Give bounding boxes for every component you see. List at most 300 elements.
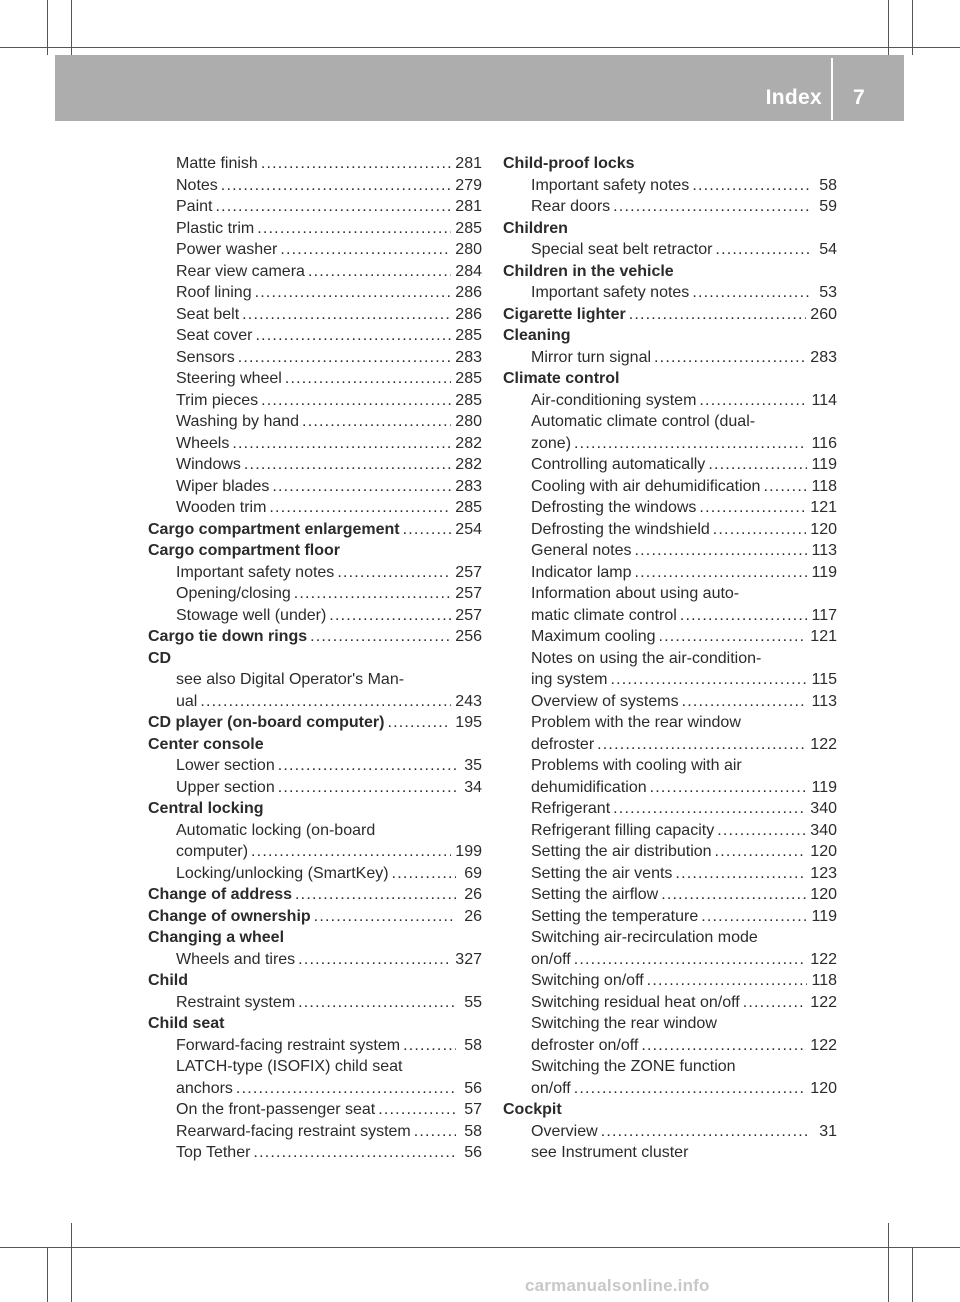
dot-leader bbox=[329, 605, 451, 627]
index-subentry bbox=[503, 1013, 837, 1035]
index-entry bbox=[148, 540, 482, 562]
entry-text: Switching on/off bbox=[531, 972, 644, 989]
entry-text: Setting the air vents bbox=[531, 864, 673, 882]
page-reference: 56 bbox=[464, 1144, 482, 1161]
entry-text: zone) bbox=[531, 434, 572, 452]
entry-text: CD bbox=[148, 649, 172, 667]
entry-text: Controlling automatically bbox=[531, 456, 706, 473]
index-subentry bbox=[148, 1035, 482, 1057]
entry-text: defroster on/off bbox=[531, 1036, 639, 1054]
entry-text: Setting the airflow bbox=[531, 886, 659, 903]
page-reference: 286 bbox=[455, 305, 482, 323]
page-reference: 122 bbox=[810, 950, 837, 968]
dot-leader bbox=[253, 1142, 456, 1164]
entry-text: Refrigerant filling capacity bbox=[531, 821, 715, 839]
dot-leader bbox=[242, 304, 451, 326]
entry-text: defroster bbox=[531, 735, 595, 753]
entry-text: Matte finish bbox=[176, 155, 258, 172]
entry-text: Automatic climate control (dual- bbox=[531, 413, 756, 430]
crop-mark bbox=[888, 0, 889, 55]
index-subentry bbox=[503, 691, 837, 713]
dot-leader bbox=[650, 777, 808, 799]
page-reference: 120 bbox=[810, 886, 837, 903]
entry-text: Wooden trim bbox=[176, 499, 267, 516]
crop-mark bbox=[71, 0, 72, 55]
page-reference: 119 bbox=[811, 907, 837, 925]
entry-text: Maximum cooling bbox=[531, 628, 656, 645]
entry-text: Plastic trim bbox=[176, 219, 255, 237]
page-reference: 340 bbox=[810, 821, 837, 839]
entry-text: Locking/unlocking (SmartKey) bbox=[176, 864, 389, 882]
page-reference: 256 bbox=[455, 628, 482, 645]
index-subentry bbox=[503, 992, 837, 1014]
entry-text: Change of ownership bbox=[148, 907, 311, 925]
page-reference: 121 bbox=[810, 499, 837, 516]
dot-leader bbox=[699, 390, 807, 412]
page-reference: 281 bbox=[455, 155, 482, 172]
index-subentry bbox=[148, 669, 482, 691]
crop-mark bbox=[47, 0, 48, 55]
dot-leader bbox=[601, 1121, 811, 1143]
index-subentry bbox=[148, 239, 482, 261]
index-entry bbox=[503, 304, 837, 326]
watermark: carmanualsonline.info bbox=[525, 1276, 710, 1295]
entry-text: see also Digital Operator's Man- bbox=[176, 671, 405, 688]
dot-leader bbox=[294, 583, 452, 605]
entry-text: Air-conditioning system bbox=[531, 391, 697, 409]
page-reference: 54 bbox=[819, 241, 837, 258]
index-subentry bbox=[148, 196, 482, 218]
index-subentry bbox=[148, 820, 482, 842]
page-reference: 254 bbox=[455, 520, 482, 538]
index-subentry bbox=[148, 390, 482, 412]
dot-leader bbox=[610, 669, 807, 691]
entry-text: ing system bbox=[531, 671, 608, 688]
dot-leader bbox=[763, 476, 807, 498]
page-reference: 114 bbox=[811, 391, 837, 409]
index-subentry bbox=[148, 347, 482, 369]
page-reference: 119 bbox=[811, 778, 837, 796]
entry-text: Opening/closing bbox=[176, 585, 291, 602]
page-reference: 282 bbox=[455, 434, 482, 452]
page-reference: 285 bbox=[455, 499, 482, 516]
index-subentry bbox=[503, 239, 837, 261]
index-entry bbox=[148, 927, 482, 949]
index-subentry bbox=[148, 1121, 482, 1143]
index-subentry bbox=[148, 368, 482, 390]
index-subentry bbox=[503, 605, 837, 627]
crop-mark bbox=[0, 1247, 960, 1248]
page-reference: 286 bbox=[455, 284, 482, 301]
dot-leader bbox=[278, 777, 456, 799]
index-entry bbox=[148, 970, 482, 992]
index-subentry bbox=[503, 884, 837, 906]
page-reference: 340 bbox=[810, 800, 837, 817]
entry-text: Information about using auto- bbox=[531, 585, 740, 602]
dot-leader bbox=[701, 906, 807, 928]
dot-leader bbox=[215, 196, 451, 218]
index-subentry bbox=[503, 1035, 837, 1057]
entry-text: Rear view camera bbox=[176, 262, 305, 280]
entry-text: Setting the air distribution bbox=[531, 843, 712, 860]
index-subentry bbox=[503, 949, 837, 971]
page-reference: 121 bbox=[810, 628, 837, 645]
page-reference: 120 bbox=[810, 520, 837, 538]
index-entry bbox=[148, 906, 482, 928]
entry-text: Cleaning bbox=[503, 327, 571, 344]
dot-leader bbox=[658, 626, 806, 648]
page-reference: 119 bbox=[811, 456, 837, 473]
page-reference: 327 bbox=[455, 950, 482, 968]
entry-text: Defrosting the windshield bbox=[531, 520, 710, 538]
page-reference: 56 bbox=[464, 1079, 482, 1097]
index-subentry bbox=[503, 755, 837, 777]
index-subentry bbox=[503, 196, 837, 218]
dot-leader bbox=[613, 798, 806, 820]
entry-text: General notes bbox=[531, 542, 632, 559]
index-subentry bbox=[503, 175, 837, 197]
entry-text: Defrosting the windows bbox=[531, 499, 697, 516]
index-subentry bbox=[503, 1056, 837, 1078]
dot-leader bbox=[298, 949, 451, 971]
page-reference: 280 bbox=[455, 413, 482, 430]
dot-leader bbox=[654, 347, 806, 369]
entry-text: Important safety notes bbox=[176, 563, 335, 581]
page-reference: 58 bbox=[819, 176, 837, 194]
dot-leader bbox=[238, 347, 452, 369]
entry-text: Stowage well (under) bbox=[176, 606, 327, 624]
index-subentry bbox=[148, 282, 482, 304]
entry-text: Forward-facing restraint system bbox=[176, 1036, 401, 1054]
page-reference: 118 bbox=[811, 477, 837, 495]
entry-text: Seat cover bbox=[176, 327, 253, 344]
index-subentry bbox=[148, 476, 482, 498]
index-subentry bbox=[503, 562, 837, 584]
page-reference: 123 bbox=[810, 864, 837, 882]
page-reference: 284 bbox=[455, 262, 482, 280]
dot-leader bbox=[715, 841, 807, 863]
dot-leader bbox=[387, 712, 451, 734]
index-subentry bbox=[503, 970, 837, 992]
page-reference: 31 bbox=[819, 1122, 837, 1140]
index-subentry bbox=[503, 820, 837, 842]
page-reference: 115 bbox=[811, 671, 837, 688]
page-reference: 113 bbox=[811, 542, 837, 559]
header-divider bbox=[831, 58, 833, 120]
index-entry bbox=[148, 712, 482, 734]
entry-text: Refrigerant bbox=[531, 800, 611, 817]
index-subentry bbox=[148, 1056, 482, 1078]
page-reference: 285 bbox=[455, 391, 482, 409]
index-subentry bbox=[503, 1078, 837, 1100]
index-subentry bbox=[148, 863, 482, 885]
page-reference: 257 bbox=[455, 563, 482, 581]
page-reference: 122 bbox=[810, 735, 837, 753]
dot-leader bbox=[200, 691, 451, 713]
dot-leader bbox=[403, 519, 452, 541]
entry-text: Paint bbox=[176, 198, 213, 215]
entry-text: Switching the rear window bbox=[531, 1015, 717, 1032]
index-subentry bbox=[503, 626, 837, 648]
page-reference: 279 bbox=[455, 176, 482, 194]
page-reference: 195 bbox=[455, 714, 482, 731]
entry-text: Cockpit bbox=[503, 1101, 562, 1118]
index-subentry bbox=[148, 261, 482, 283]
page-reference: 26 bbox=[464, 907, 482, 925]
dot-leader bbox=[715, 239, 811, 261]
index-subentry bbox=[503, 927, 837, 949]
dot-leader bbox=[310, 626, 451, 648]
entry-text: Automatic locking (on-board bbox=[176, 821, 376, 839]
index-subentry bbox=[503, 1121, 837, 1143]
index-subentry bbox=[148, 1099, 482, 1121]
dot-leader bbox=[414, 1121, 456, 1143]
index-subentry bbox=[503, 777, 837, 799]
entry-text: Problems with cooling with air bbox=[531, 757, 742, 774]
index-subentry bbox=[503, 863, 837, 885]
index-subentry bbox=[148, 841, 482, 863]
index-subentry bbox=[148, 949, 482, 971]
entry-text: Upper section bbox=[176, 778, 275, 796]
dot-leader bbox=[635, 562, 808, 584]
index-entry bbox=[148, 734, 482, 756]
index-entry bbox=[503, 368, 837, 390]
index-subentry bbox=[148, 1142, 482, 1164]
entry-text: Children bbox=[503, 219, 568, 237]
entry-text: ual bbox=[176, 692, 198, 710]
entry-text: see Instrument cluster bbox=[531, 1144, 689, 1161]
index-subentry bbox=[503, 454, 837, 476]
entry-text: Child bbox=[148, 972, 188, 989]
page-reference: 26 bbox=[464, 886, 482, 903]
dot-leader bbox=[717, 820, 806, 842]
entry-text: Roof lining bbox=[176, 284, 252, 301]
dot-leader bbox=[574, 433, 807, 455]
crop-mark bbox=[912, 0, 913, 55]
dot-leader bbox=[280, 239, 451, 261]
entry-text: Climate control bbox=[503, 370, 620, 387]
dot-leader bbox=[236, 1078, 456, 1100]
dot-leader bbox=[337, 562, 451, 584]
index-column-left bbox=[148, 153, 482, 1164]
page-reference: 280 bbox=[455, 241, 482, 258]
entry-text: Change of address bbox=[148, 886, 293, 903]
dot-leader bbox=[708, 454, 807, 476]
page-reference: 58 bbox=[464, 1036, 482, 1054]
dot-leader bbox=[675, 863, 806, 885]
index-entry bbox=[503, 153, 837, 175]
index-subentry bbox=[148, 433, 482, 455]
page-reference: 120 bbox=[810, 1079, 837, 1097]
dot-leader bbox=[278, 755, 456, 777]
index-entry bbox=[148, 1013, 482, 1035]
page-reference: 257 bbox=[455, 606, 482, 624]
index-subentry bbox=[148, 583, 482, 605]
index-subentry bbox=[148, 1078, 482, 1100]
entry-text: Switching the ZONE function bbox=[531, 1058, 736, 1075]
index-subentry bbox=[503, 734, 837, 756]
dot-leader bbox=[269, 497, 451, 519]
entry-text: Lower section bbox=[176, 757, 275, 774]
dot-leader bbox=[244, 454, 451, 476]
entry-text: computer) bbox=[176, 843, 249, 860]
entry-text: CD player (on-board computer) bbox=[148, 714, 385, 731]
index-subentry bbox=[148, 304, 482, 326]
entry-text: Mirror turn signal bbox=[531, 348, 652, 366]
crop-mark bbox=[47, 1247, 48, 1302]
dot-leader bbox=[574, 1078, 807, 1100]
entry-text: Wiper blades bbox=[176, 477, 270, 495]
index-subentry bbox=[503, 841, 837, 863]
entry-text: Restraint system bbox=[176, 993, 296, 1011]
entry-text: Rear doors bbox=[531, 198, 611, 215]
index-subentry bbox=[503, 648, 837, 670]
dot-leader bbox=[308, 261, 451, 283]
index-entry bbox=[503, 261, 837, 283]
entry-text: dehumidification bbox=[531, 778, 647, 796]
dot-leader bbox=[647, 970, 808, 992]
page-reference: 122 bbox=[810, 993, 837, 1011]
entry-text: Trim pieces bbox=[176, 391, 259, 409]
entry-text: Problem with the rear window bbox=[531, 714, 741, 731]
index-subentry bbox=[148, 755, 482, 777]
index-entry bbox=[503, 1099, 837, 1121]
index-subentry bbox=[148, 153, 482, 175]
crop-mark bbox=[888, 1223, 889, 1302]
entry-text: Special seat belt retractor bbox=[531, 241, 713, 258]
index-subentry bbox=[503, 669, 837, 691]
index-subentry bbox=[503, 798, 837, 820]
dot-leader bbox=[629, 304, 807, 326]
page-reference: 282 bbox=[455, 456, 482, 473]
index-subentry bbox=[503, 519, 837, 541]
index-entry bbox=[503, 218, 837, 240]
index-subentry bbox=[148, 411, 482, 433]
index-column-right bbox=[503, 153, 837, 1164]
dot-leader bbox=[221, 175, 452, 197]
index-subentry bbox=[503, 712, 837, 734]
page-reference: 116 bbox=[811, 434, 837, 452]
page-reference: 283 bbox=[455, 477, 482, 495]
entry-text: on/off bbox=[531, 1079, 571, 1097]
entry-text: Rearward-facing restraint system bbox=[176, 1122, 411, 1140]
index-subentry bbox=[503, 390, 837, 412]
page-reference: 120 bbox=[810, 843, 837, 860]
entry-text: on/off bbox=[531, 950, 571, 968]
entry-text: Indicator lamp bbox=[531, 563, 632, 581]
page-reference: 199 bbox=[455, 843, 482, 860]
crop-mark bbox=[912, 1247, 913, 1302]
index-subentry bbox=[503, 497, 837, 519]
page-reference: 55 bbox=[464, 993, 482, 1011]
entry-text: Cargo compartment enlargement bbox=[148, 520, 400, 538]
page-reference: 119 bbox=[811, 563, 837, 581]
entry-text: Steering wheel bbox=[176, 370, 282, 387]
page-reference: 285 bbox=[455, 370, 482, 387]
page-reference: 118 bbox=[811, 972, 837, 989]
entry-text: Children in the vehicle bbox=[503, 262, 674, 280]
index-subentry bbox=[503, 476, 837, 498]
dot-leader bbox=[403, 1035, 456, 1057]
dot-leader bbox=[255, 325, 451, 347]
page-reference: 34 bbox=[464, 778, 482, 796]
page-number: 7 bbox=[853, 86, 865, 109]
dot-leader bbox=[261, 390, 451, 412]
index-subentry bbox=[503, 347, 837, 369]
dot-leader bbox=[661, 884, 806, 906]
dot-leader bbox=[692, 175, 811, 197]
page-reference: 53 bbox=[819, 284, 837, 301]
page-reference: 285 bbox=[455, 327, 482, 344]
page-reference: 117 bbox=[811, 606, 837, 624]
index-subentry bbox=[503, 282, 837, 304]
entry-text: Notes on using the air-condition- bbox=[531, 649, 762, 667]
dot-leader bbox=[251, 841, 451, 863]
index-subentry bbox=[148, 777, 482, 799]
dot-leader bbox=[699, 497, 806, 519]
dot-leader bbox=[635, 540, 808, 562]
page-reference: 35 bbox=[464, 757, 482, 774]
page-reference: 283 bbox=[455, 348, 482, 366]
index-entry bbox=[148, 798, 482, 820]
index-subentry bbox=[503, 1142, 837, 1164]
dot-leader bbox=[743, 992, 807, 1014]
page-reference: 257 bbox=[455, 585, 482, 602]
index-subentry bbox=[148, 175, 482, 197]
dot-leader bbox=[257, 218, 451, 240]
entry-text: Center console bbox=[148, 735, 264, 753]
index-subentry bbox=[503, 583, 837, 605]
entry-text: Changing a wheel bbox=[148, 929, 285, 946]
index-subentry bbox=[503, 540, 837, 562]
dot-leader bbox=[613, 196, 811, 218]
page-reference: 243 bbox=[455, 692, 482, 710]
index-entry bbox=[503, 325, 837, 347]
page-reference: 113 bbox=[811, 692, 837, 710]
crop-mark bbox=[71, 1223, 72, 1302]
index-subentry bbox=[503, 906, 837, 928]
entry-text: Top Tether bbox=[176, 1144, 251, 1161]
dot-leader bbox=[255, 282, 452, 304]
entry-text: Important safety notes bbox=[531, 284, 690, 301]
page-reference: 283 bbox=[810, 348, 837, 366]
dot-leader bbox=[597, 734, 806, 756]
entry-text: Important safety notes bbox=[531, 176, 690, 194]
entry-text: matic climate control bbox=[531, 606, 677, 624]
entry-text: anchors bbox=[176, 1079, 233, 1097]
entry-text: Windows bbox=[176, 456, 241, 473]
index-subentry bbox=[503, 411, 837, 433]
dot-leader bbox=[392, 863, 456, 885]
entry-text: Cargo tie down rings bbox=[148, 628, 308, 645]
entry-text: LATCH-type (ISOFIX) child seat bbox=[176, 1058, 403, 1075]
page-reference: 69 bbox=[464, 864, 482, 882]
index-subentry bbox=[148, 992, 482, 1014]
entry-text: Seat belt bbox=[176, 305, 240, 323]
index-subentry bbox=[503, 433, 837, 455]
page-reference: 260 bbox=[810, 305, 837, 323]
entry-text: Switching residual heat on/off bbox=[531, 993, 740, 1011]
entry-text: On the front-passenger seat bbox=[176, 1101, 376, 1118]
entry-text: Overview of systems bbox=[531, 692, 679, 710]
dot-leader bbox=[272, 476, 451, 498]
index-entry bbox=[148, 648, 482, 670]
index-subentry bbox=[148, 454, 482, 476]
page-reference: 59 bbox=[819, 198, 837, 215]
entry-text: Washing by hand bbox=[176, 413, 300, 430]
page-reference: 285 bbox=[455, 219, 482, 237]
dot-leader bbox=[574, 949, 807, 971]
